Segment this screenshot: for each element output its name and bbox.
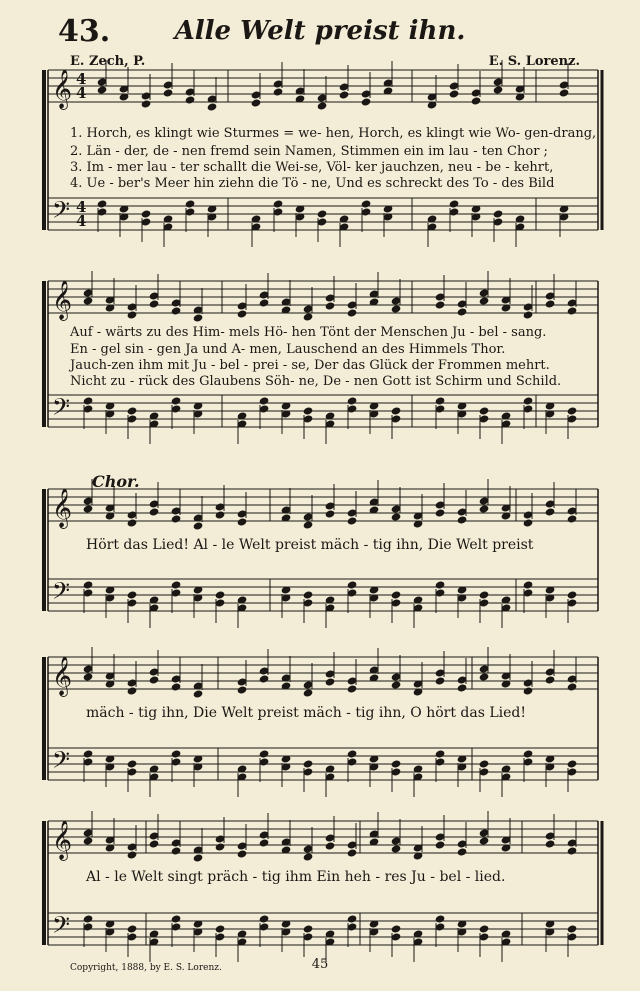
- note-head: [83, 836, 94, 845]
- note-head: [479, 836, 490, 845]
- note-head: [127, 924, 138, 933]
- lyric-line-1-1: 1. Horch, es klingt wie Sturmes = we- hen, Horch, es klingt wie Wo- gen-drang,: [70, 126, 597, 141]
- time-signature: 4: [76, 70, 87, 88]
- note-head: [391, 844, 402, 853]
- note-head: [435, 749, 446, 758]
- poet-credit: E. Zech, P.: [70, 54, 146, 69]
- note-head: [457, 847, 468, 856]
- note-head: [545, 839, 556, 848]
- note-head: [347, 684, 358, 693]
- note-head: [471, 96, 482, 105]
- lyric-line-2-4: Nicht zu - rück des Glaubens Söh- ne, De - nen Gott ist Schirm und Schild.: [70, 374, 562, 389]
- lyric-line-1-2: 2. Län - der, de - nen fremd sein Namen, Stimmen ein im lau - ten Chor ;: [70, 144, 548, 159]
- note-head: [325, 509, 336, 518]
- chorus-heading: Chor.: [92, 472, 140, 491]
- note-head: [303, 590, 314, 599]
- note-head: [567, 406, 578, 415]
- time-signature: 4: [76, 84, 87, 102]
- note-head: [97, 199, 108, 208]
- note-head: [171, 682, 182, 691]
- note-head: [259, 749, 270, 758]
- note-head: [127, 759, 138, 768]
- note-head: [83, 914, 94, 923]
- lyric-line-1-3: 3. Im - mer lau - ter schallt die Wei-se, Völ- ker jauchzen, neu - be - kehrt,: [70, 160, 554, 175]
- note-head: [193, 689, 204, 698]
- note-head: [273, 199, 284, 208]
- note-head: [391, 304, 402, 313]
- note-head: [361, 97, 372, 106]
- note-head: [449, 199, 460, 208]
- note-head: [317, 209, 328, 218]
- note-head: [83, 672, 94, 681]
- treble-clef-icon: 𝄞: [52, 69, 73, 109]
- note-head: [141, 99, 152, 108]
- note-head: [303, 924, 314, 933]
- note-head: [523, 396, 534, 405]
- page-number: 45: [311, 957, 329, 972]
- note-head: [251, 98, 262, 107]
- note-head: [193, 521, 204, 530]
- note-head: [457, 515, 468, 524]
- note-head: [479, 924, 490, 933]
- note-head: [559, 88, 570, 97]
- note-head: [127, 686, 138, 695]
- note-head: [391, 590, 402, 599]
- note-head: [303, 759, 314, 768]
- note-head: [215, 842, 226, 851]
- note-head: [545, 299, 556, 308]
- hymn-number: 43.: [58, 14, 111, 49]
- note-head: [435, 508, 446, 517]
- note-head: [325, 841, 336, 850]
- note-head: [303, 312, 314, 321]
- note-head: [479, 759, 490, 768]
- note-head: [339, 90, 350, 99]
- note-head: [207, 102, 218, 111]
- note-head: [567, 846, 578, 855]
- lyric-line-2-3: Jauch-zen ihm mit Ju - bel - prei - se, Der das Glück der Frommen mehrt.: [70, 358, 550, 373]
- note-head: [127, 590, 138, 599]
- note-head: [237, 685, 248, 694]
- note-head: [391, 924, 402, 933]
- note-head: [435, 914, 446, 923]
- treble-clef-icon: 𝄞: [52, 656, 73, 696]
- note-head: [163, 88, 174, 97]
- note-head: [259, 396, 270, 405]
- note-head: [149, 839, 160, 848]
- note-head: [479, 672, 490, 681]
- note-head: [435, 840, 446, 849]
- note-head: [171, 306, 182, 315]
- note-head: [259, 298, 270, 307]
- note-head: [347, 580, 358, 589]
- note-head: [171, 749, 182, 758]
- note-head: [391, 512, 402, 521]
- note-head: [523, 580, 534, 589]
- note-head: [479, 590, 490, 599]
- note-head: [149, 299, 160, 308]
- time-signature: 4: [76, 212, 87, 230]
- bass-clef-icon: 𝄢: [52, 911, 71, 944]
- system-brace: [42, 281, 46, 427]
- note-head: [567, 306, 578, 315]
- note-head: [127, 310, 138, 319]
- lyric-line-5-1: Al - le Welt singt präch - tig ihm Ein heh - res Ju - bel - lied.: [86, 869, 506, 885]
- note-head: [171, 396, 182, 405]
- note-head: [303, 520, 314, 529]
- note-head: [347, 848, 358, 857]
- note-head: [193, 313, 204, 322]
- system-brace: [42, 70, 46, 230]
- note-head: [545, 507, 556, 516]
- note-head: [237, 309, 248, 318]
- note-head: [185, 95, 196, 104]
- note-head: [127, 406, 138, 415]
- note-head: [149, 675, 160, 684]
- note-head: [457, 683, 468, 692]
- note-head: [567, 590, 578, 599]
- note-head: [523, 749, 534, 758]
- note-head: [479, 504, 490, 513]
- note-head: [237, 517, 248, 526]
- note-head: [479, 296, 490, 305]
- note-head: [435, 676, 446, 685]
- note-head: [273, 87, 284, 96]
- note-head: [449, 89, 460, 98]
- note-head: [479, 406, 490, 415]
- system-brace: [42, 657, 46, 780]
- note-head: [259, 674, 270, 683]
- lyric-line-3-1: Hört das Lied! Al - le Welt preist mäch - tig ihn, Die Welt preist: [86, 537, 534, 553]
- note-head: [259, 838, 270, 847]
- note-head: [391, 406, 402, 415]
- lyric-line-1-4: 4. Ue - ber's Meer hin ziehn die Tö - ne, Und es schreckt des To - des Bild: [70, 176, 555, 191]
- note-head: [523, 686, 534, 695]
- bass-clef-icon: 𝄢: [52, 577, 71, 610]
- note-head: [347, 308, 358, 317]
- bass-clef-icon: 𝄢: [52, 393, 71, 426]
- note-head: [325, 677, 336, 686]
- lyric-line-2-1: Auf - wärts zu des Him- mels Hö- hen Tönt der Menschen Ju - bel - sang.: [70, 325, 547, 340]
- note-head: [141, 209, 152, 218]
- note-head: [317, 101, 328, 110]
- note-head: [83, 396, 94, 405]
- note-head: [457, 307, 468, 316]
- note-head: [435, 396, 446, 405]
- time-signature: 4: [76, 198, 87, 216]
- note-head: [493, 85, 504, 94]
- note-head: [171, 580, 182, 589]
- note-head: [259, 914, 270, 923]
- note-head: [193, 853, 204, 862]
- note-head: [567, 924, 578, 933]
- note-head: [83, 296, 94, 305]
- note-head: [303, 406, 314, 415]
- note-head: [347, 396, 358, 405]
- note-head: [237, 849, 248, 858]
- note-head: [567, 682, 578, 691]
- note-head: [215, 510, 226, 519]
- note-head: [347, 749, 358, 758]
- note-head: [127, 850, 138, 859]
- note-head: [185, 199, 196, 208]
- note-head: [83, 749, 94, 758]
- lyric-line-4-1: mäch - tig ihn, Die Welt preist mäch - tig ihn, O hört das Lied!: [86, 705, 527, 721]
- note-head: [347, 914, 358, 923]
- note-head: [325, 301, 336, 310]
- note-head: [171, 514, 182, 523]
- note-head: [567, 759, 578, 768]
- note-head: [523, 310, 534, 319]
- note-head: [493, 209, 504, 218]
- note-head: [391, 759, 402, 768]
- note-head: [391, 680, 402, 689]
- note-head: [545, 675, 556, 684]
- copyright-notice: Copyright, 1888, by E. S. Lorenz.: [70, 963, 222, 973]
- note-head: [83, 504, 94, 513]
- treble-clef-icon: 𝄞: [52, 488, 73, 528]
- note-head: [149, 507, 160, 516]
- note-head: [97, 85, 108, 94]
- note-head: [215, 924, 226, 933]
- treble-clef-icon: 𝄞: [52, 280, 73, 320]
- hymn-title: Alle Welt preist ihn.: [174, 16, 466, 46]
- lyric-line-2-2: En - gel sin - gen Ja und A- men, Lauschend an des Himmels Thor.: [70, 342, 506, 357]
- note-head: [171, 846, 182, 855]
- note-head: [215, 590, 226, 599]
- note-head: [435, 580, 446, 589]
- note-head: [83, 580, 94, 589]
- composer-credit: E. S. Lorenz.: [488, 54, 580, 69]
- note-head: [435, 300, 446, 309]
- system-brace: [42, 489, 46, 611]
- note-head: [347, 516, 358, 525]
- note-head: [303, 688, 314, 697]
- treble-clef-icon: 𝄞: [52, 820, 73, 860]
- bass-clef-icon: 𝄢: [52, 746, 71, 779]
- note-head: [361, 199, 372, 208]
- note-head: [567, 514, 578, 523]
- bass-clef-icon: 𝄢: [52, 196, 71, 229]
- note-head: [171, 914, 182, 923]
- note-head: [303, 852, 314, 861]
- system-brace: [42, 821, 46, 945]
- note-head: [127, 518, 138, 527]
- note-head: [523, 518, 534, 527]
